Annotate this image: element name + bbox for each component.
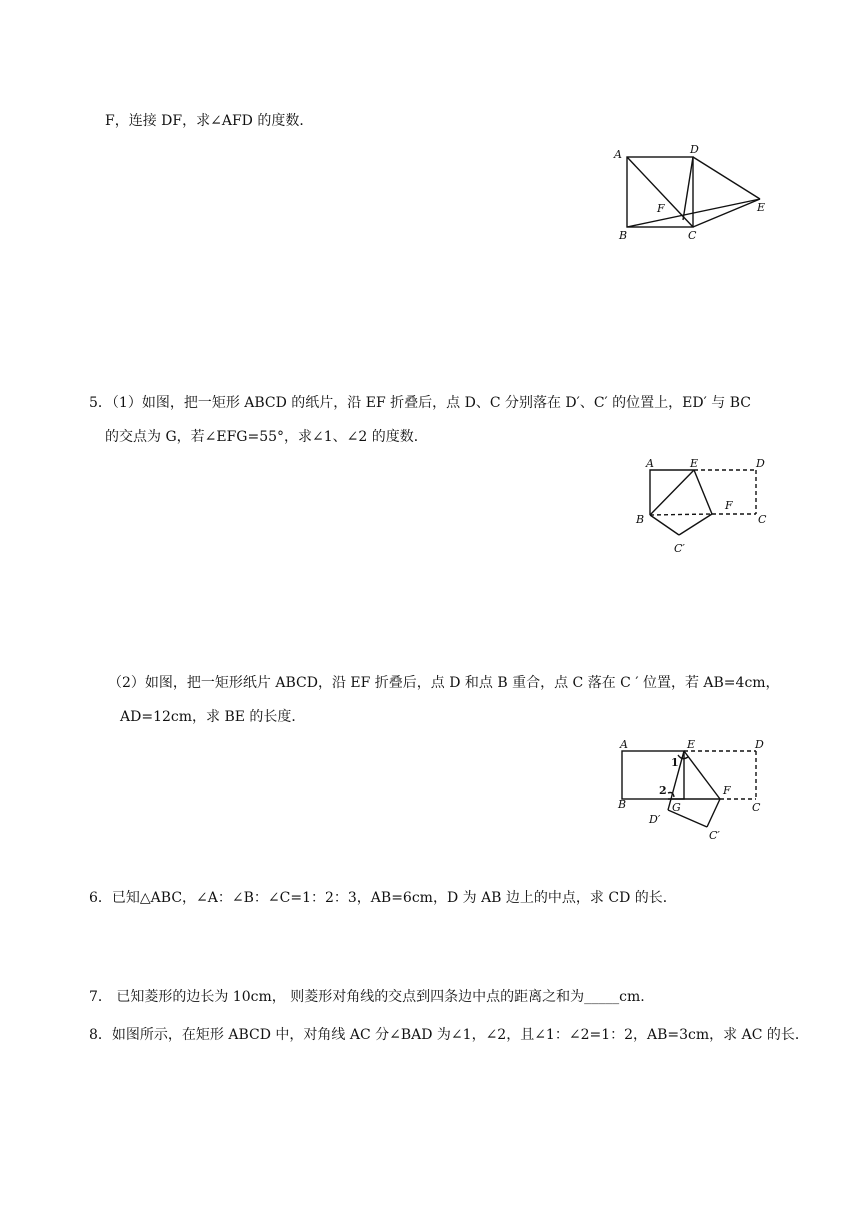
problem5-part1-line1: 5．（1）如图，把一矩形 ABCD 的纸片，沿 EF 折叠后，点 D、C 分别落在 D′、C′ 的位置上，ED′ 与 BC [89, 395, 751, 411]
problem5-part1-line2: 的交点为 G，若∠EFG=55°，求∠1、∠2 的度数． [105, 429, 428, 445]
figure-square-triangle [612, 140, 772, 250]
fig3-label-B: B [618, 798, 627, 811]
fig3-label-A: A [620, 738, 628, 751]
fig3-label-F: F [723, 784, 731, 797]
fig2-label-B: B [636, 513, 645, 526]
fig1-label-A: A [614, 148, 622, 161]
fig3-label-angle1: 1 [671, 756, 679, 769]
fig2-label-C: C [758, 513, 767, 526]
fig2-label-A: A [646, 457, 654, 470]
problem4-text-line1: F，连接 DF，求∠AFD 的度数． [105, 113, 314, 129]
problem6-text: 6．已知△ABC，∠A：∠B：∠C=1：2：3，AB=6cm，D 为 AB 边上的中点，求 CD 的长． [89, 890, 677, 906]
fig3-label-E: E [687, 738, 696, 751]
fig3-label-Cp: C′ [709, 829, 720, 842]
fig3-label-Dp: D′ [649, 813, 661, 826]
problem7-text: 7． 已知菱形的边长为 10cm， 则菱形对角线的交点到四条边中点的距离之和为_____cm. [89, 989, 645, 1005]
figure-fold-2 [612, 735, 782, 845]
problem5-part2-line1: （2）如图，把一矩形纸片 ABCD，沿 EF 折叠后，点 D 和点 B 重合，点 C 落在 C ′ 位置，若 AB=4cm， [108, 675, 780, 691]
fig3-label-D: D [755, 738, 764, 751]
fig1-label-D: D [690, 143, 699, 156]
fig2-label-Cp: C′ [674, 542, 685, 555]
fig2-label-D: D [756, 457, 765, 470]
problem8-text: 8．如图所示，在矩形 ABCD 中，对角线 AC 分∠BAD 为∠1，∠2，且∠1：∠2=1：2，AB=3cm，求 AC 的长． [89, 1027, 809, 1043]
fig1-label-E: E [757, 201, 766, 214]
problem5-part2-line2: AD=12cm，求 BE 的长度． [120, 709, 306, 725]
fig3-label-G: G [672, 801, 681, 814]
fig1-label-F: F [657, 202, 665, 215]
figure-fold-1 [632, 455, 782, 565]
fig3-label-angle2: 2 [659, 784, 667, 797]
fig2-label-F: F [725, 499, 733, 512]
fig1-label-C: C [688, 229, 697, 242]
fig3-label-C: C [752, 801, 761, 814]
fig1-label-B: B [619, 229, 628, 242]
fig2-label-E: E [690, 457, 699, 470]
